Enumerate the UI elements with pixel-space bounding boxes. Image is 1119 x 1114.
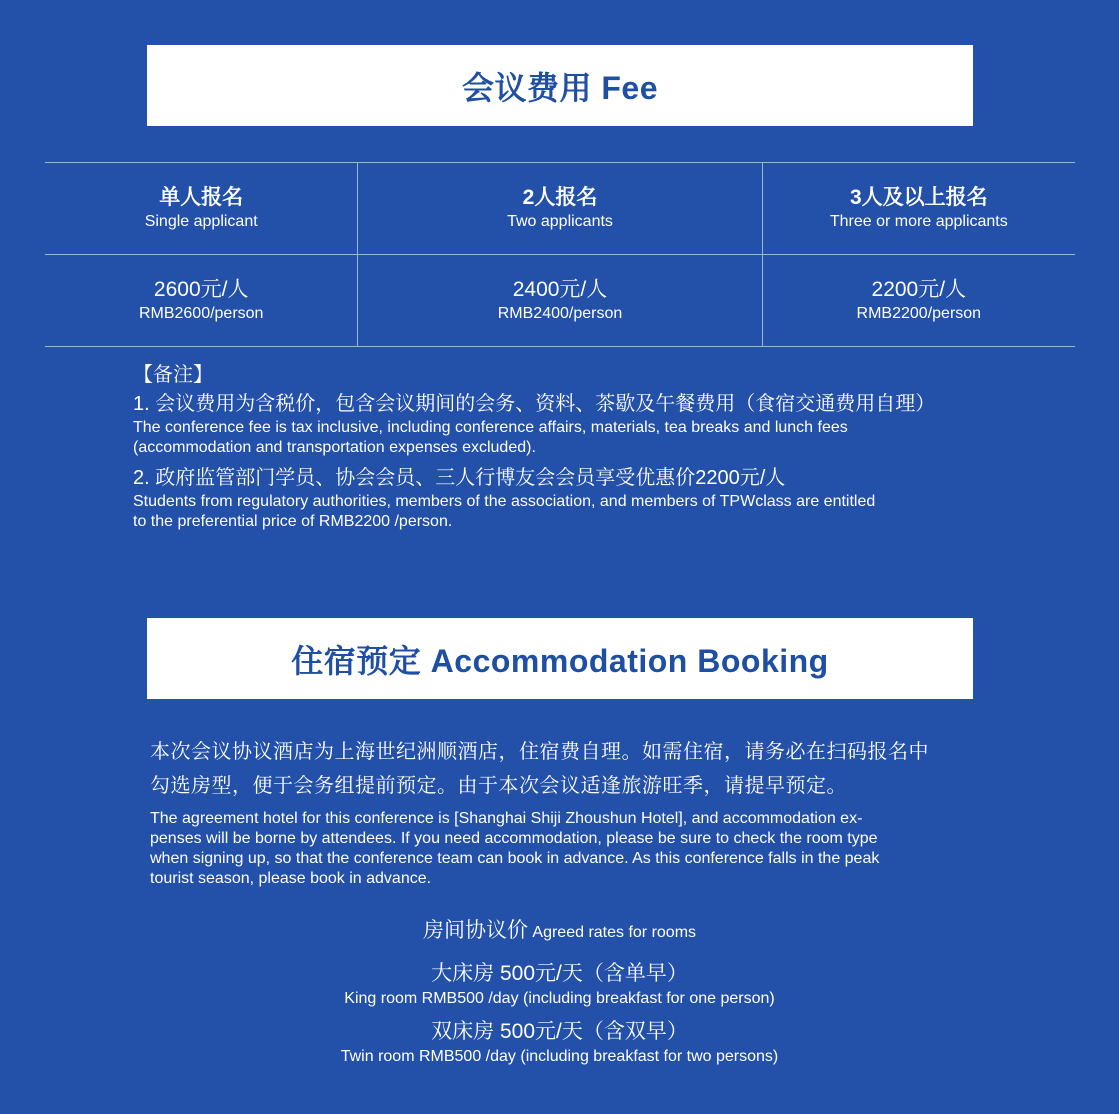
room-king: [0, 960, 1119, 1010]
price-cn: 2400元/人: [512, 277, 608, 301]
note-en-line: The conference fee is tax inclusive, including conference affairs, materials, tea breaks and lunch fees: [133, 419, 848, 436]
header-cell-three: [762, 163, 1075, 254]
accommodation-en-line: The agreement hotel for this conference is [Shanghai Shiji Zhoushun Hotel], and accommodation ex-: [150, 810, 863, 827]
price-cn: 2600元/人: [153, 277, 249, 301]
price-en: RMB2200/person: [856, 304, 982, 322]
note-en: [133, 492, 1003, 532]
room-rates-title: [0, 916, 1119, 948]
accommodation-description: [150, 735, 980, 889]
note-en: [133, 418, 1003, 458]
room-en: King room RMB500 /day (including breakfast for one person): [344, 990, 775, 1007]
room-en: Twin room RMB500 /day (including breakfast for two persons): [340, 1048, 779, 1065]
room-rates-title-cn: 房间协议价: [422, 919, 528, 942]
room-cn: 大床房 500元/天（含单早）: [431, 962, 688, 985]
room-cn: 双床房 500元/天（含双早）: [431, 1020, 688, 1043]
room-rates: [0, 916, 1119, 1068]
accommodation-section-title: [147, 618, 973, 699]
accommodation-section-title-text: 住宿预定 Accommodation Booking: [291, 642, 829, 679]
header-cn: 单人报名: [159, 185, 244, 209]
fee-table-header-row: [45, 163, 1075, 254]
price-en: RMB2600/person: [138, 304, 264, 322]
fee-notes: [133, 362, 1003, 532]
note-en-line: Students from regulatory authorities, members of the association, and members of TPWclass are entitled: [133, 493, 876, 510]
price-cell-three: [762, 255, 1075, 346]
note-item: [133, 464, 1003, 532]
note-cn: 2. 政府监管部门学员、协会会员、三人行博友会会员享受优惠价2200元/人: [133, 467, 786, 489]
accommodation-cn-line: 勾选房型，便于会务组提前预定。由于本次会议适逢旅游旺季，请提早预定。: [150, 775, 847, 797]
header-cell-two: [357, 163, 761, 254]
room-rates-title-en: Agreed rates for rooms: [532, 924, 697, 941]
accommodation-cn-line: 本次会议协议酒店为上海世纪洲顺酒店，住宿费自理。如需住宿，请务必在扫码报名中: [150, 741, 929, 763]
header-cell-single: [45, 163, 357, 254]
fee-section-title: [147, 45, 973, 126]
header-en: Three or more applicants: [829, 212, 1008, 230]
accommodation-en-line: when signing up, so that the conference team can book in advance. As this conference falls in the peak: [150, 850, 880, 867]
note-en-line: to the preferential price of RMB2200 /person.: [133, 513, 453, 530]
fee-table: [45, 162, 1075, 347]
price-cell-two: [357, 255, 761, 346]
notes-title: 【备注】: [133, 364, 213, 386]
fee-section-title-text: 会议费用 Fee: [461, 69, 659, 106]
header-en: Single applicant: [144, 212, 258, 230]
price-en: RMB2400/person: [497, 304, 623, 322]
header-cn: 3人及以上报名: [849, 185, 988, 209]
note-cn: 1. 会议费用为含税价，包含会议期间的会务、资料、茶歇及午餐费用（食宿交通费用自理）: [133, 393, 936, 415]
header-en: Two applicants: [507, 212, 613, 230]
price-cell-single: [45, 255, 357, 346]
header-cn: 2人报名: [522, 185, 598, 209]
note-en-line: (accommodation and transportation expenses excluded).: [133, 439, 536, 456]
note-item: [133, 390, 1003, 458]
accommodation-en-line: penses will be borne by attendees. If you need accommodation, please be sure to check the room type: [150, 830, 878, 847]
fee-table-price-row: [45, 254, 1075, 346]
accommodation-en-text: [150, 809, 980, 889]
accommodation-en-line: tourist season, please book in advance.: [150, 870, 432, 887]
price-cn: 2200元/人: [871, 277, 967, 301]
room-twin: [0, 1018, 1119, 1068]
